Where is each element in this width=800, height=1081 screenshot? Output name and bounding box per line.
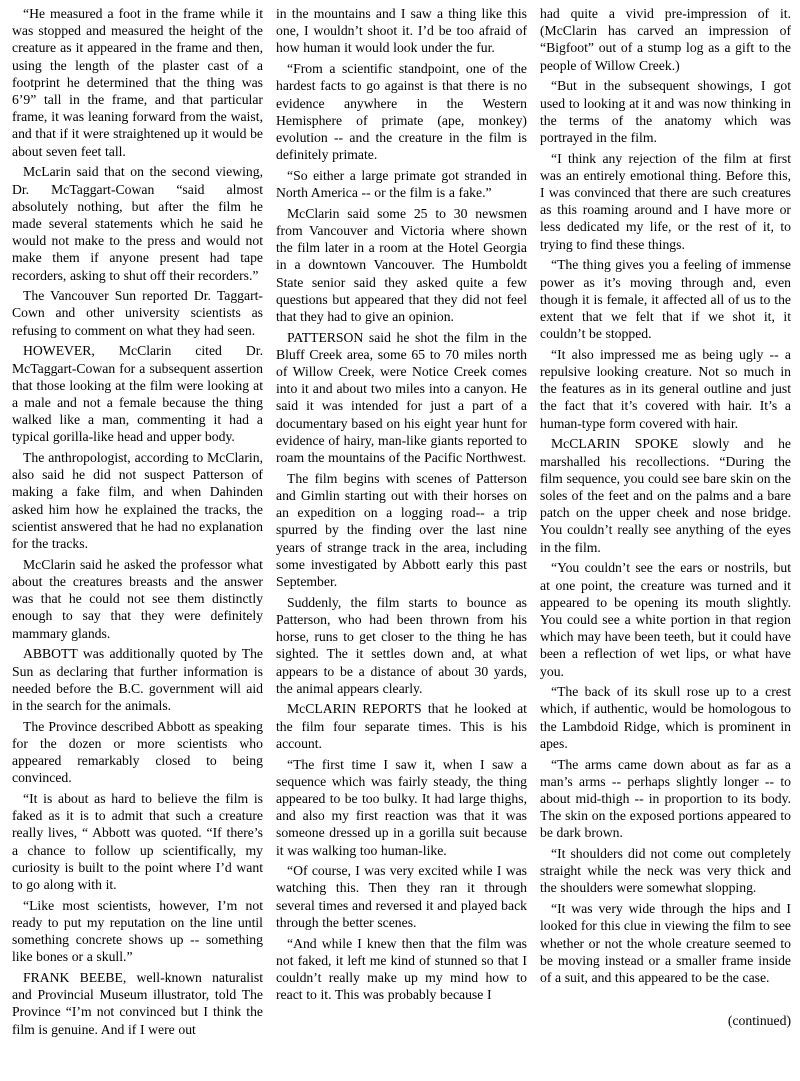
paragraph: ABBOTT was additionally quoted by The Sun as declaring that further information is needed before the B.C. government will aid in the search for the animals. xyxy=(12,646,263,713)
paragraph: “He measured a foot in the frame while it was stopped and measured the height of the creature as it appeared in the frame and then, using the length of the plaster cast of a footprint he determined that the thing was 6’9” tall in the frame, and that particular frame, it was leaning forward from the waist, and that if it were straightened up it would be about seven feet tall. xyxy=(12,6,263,159)
paragraph: “So either a large primate got stranded in North America -- or the film is a fake.” xyxy=(276,167,527,201)
paragraph: “I think any rejection of the film at first was an entirely emotional thing. Before this, I was convinced that there are such creatures as this roaming around and I have more or less dedicated my life, or the rest of it, to trying to find these things. xyxy=(540,150,791,252)
paragraph: “But in the subsequent showings, I got used to looking at it and was now thinking in the terms of the anatomy which was portrayed in the film. xyxy=(540,78,791,145)
paragraph: The anthropologist, according to McClarin, also said he did not suspect Patterson of making a fake film, and when Dahinden asked him how he explained the tracks, the scientist answered that he had no explanation for the tracks. xyxy=(12,450,263,552)
paragraph: “Like most scientists, however, I’m not ready to put my reputation on the line until something concrete shows up -- something like bones or a skull.” xyxy=(12,897,263,965)
paragraph: The Vancouver Sun reported Dr. Taggart-Cown and other university scientists as refusing to comment on what they had seen. xyxy=(12,288,263,338)
paragraph: McLarin said that on the second viewing, Dr. McTaggart-Cowan “said almost absolutely nothing, but after the film he made several statements which he said he would not make to the press and would not make them if anyone present had tape recorders, asking to shut off their recorders.” xyxy=(12,164,263,283)
paragraph: The film begins with scenes of Patterson and Gimlin starting out with their horses on an expedition on a logging road-- a trip spurred by the finding over the last nine years of strange track in the area, including some investigated by Abbott early this past September. xyxy=(276,470,527,589)
paragraph: “The thing gives you a feeling of immense power as it’s moving through and, even though it is female, it affected all of us to the extent that we felt that if we shot it, it couldn’t be stopped. xyxy=(540,257,791,342)
paragraph: “You couldn’t see the ears or nostrils, but at one point, the creature was turned and it appeared to be opening its mouth slightly. You could see a white portion in that region which may have been teeth, but it could have been a reflection of wet lips, or what have you. xyxy=(540,560,791,679)
paragraph-continuation: had quite a vivid pre-impression of it. (McClarin has carved an impression of “Bigfoot” out of a stump log as a gift to the people of Willow Creek.) xyxy=(540,6,791,73)
paragraph: “It is about as hard to believe the film is faked as it is to admit that such a creature really lives, “ Abbott was quoted. “If there’s a chance to follow up scientifically, my curiosity is built to the point where I’d want to go along with it. xyxy=(12,790,263,892)
paragraph: HOWEVER, McClarin cited Dr. McTaggart-Cowan for a subsequent assertion that those looking at the film were looking at a male and not a female because the thing walked like a man, commenting it had a typical gorilla-like head and upper body. xyxy=(12,343,263,445)
paragraph: McCLARIN SPOKE slowly and he marshalled his recollections. “During the film sequence, you could see bare skin on the soles of the feet and on the palms and a bare patch on the upper cheek and nose bridge. You couldn’t really see anything of the eyes in the film. xyxy=(540,436,791,555)
paragraph: “The back of its skull rose up to a crest which, if authentic, would be homologous to the Lambdoid Ridge, which is prominent in apes. xyxy=(540,684,791,751)
paragraph: PATTERSON said he shot the film in the Bluff Creek area, some 65 to 70 miles north of Willow Creek, were Notice Creek comes into it and about two miles into a canyon. He said it was intended for just a part of a documentary based on his eight year hunt for evidence of hairy, man-like giants reported to roam the mountains of the Pacific Northwest. xyxy=(276,329,527,466)
paragraph: McClarin said he asked the professor what about the creatures breasts and the answer was that he could not see them distinctly enough to say that they were definitely mammary glands. xyxy=(12,556,263,641)
paragraph: McCLARIN REPORTS that he looked at the film four separate times. This is his account. xyxy=(276,701,527,751)
paragraph: “From a scientific standpoint, one of the hardest facts to go against is that there is no evidence anywhere in the Western Hemisphere of primate (ape, monkey) evolution -- and the creature in the film is definitely primate. xyxy=(276,61,527,163)
article-column-2 xyxy=(276,5,527,1081)
paragraph: “The arms came down about as far as a man’s arms -- perhaps slightly longer -- to about mid-thigh -- in proportion to its body. The skin on the exposed portions appeared to be dark brown. xyxy=(540,756,791,841)
paragraph-continuation: in the mountains and I saw a thing like this one, I wouldn’t shoot it. I’d be too afraid of how human it would look under the fur. xyxy=(276,6,527,56)
paragraph: Suddenly, the film starts to bounce as Patterson, who had been thrown from his horse, runs to get closer to the thing he has sighted. The it settles down and, at what appears to be a distance of about 30 yards, the animal appears clearly. xyxy=(276,594,527,696)
paragraph: “It was very wide through the hips and I looked for this clue in viewing the film to see whether or not the whole creature seemed to be moving instead or a smaller frame inside of a suit, and this appeared to be the case. xyxy=(540,901,791,985)
paragraph: The Province described Abbott as speaking for the dozen or more scientists who appeared remarkably closed to being convinced. xyxy=(12,718,263,786)
paragraph: “It also impressed me as being ugly -- a repulsive looking creature. Not so much in the features as in its general outline and just the fact that it’s covered with hair. It’s a human-type form covered with hair. xyxy=(540,346,791,431)
paragraph: FRANK BEEBE, well-known naturalist and Provincial Museum illustrator, told The Province “I’m not convinced but I think the film is genuine. And if I were out xyxy=(12,969,263,1037)
continued-marker: (continued) xyxy=(727,1013,791,1029)
article-column-3 xyxy=(540,5,791,1081)
paragraph: McClarin said some 25 to 30 newsmen from Vancouver and Victoria where shown the film later in a room at the Hotel Georgia in a downtown Vancouver. The Humboldt State senior said they asked quite a few questions but appeared that they did not feel that they had to give an opinion. xyxy=(276,205,527,324)
paragraph: “The first time I saw it, when I saw a sequence which was fairly steady, the thing appeared to be too bulky. It had large thighs, and also my first reaction was that it was someone dressed up in a gorilla suit because it was walking too human-like. xyxy=(276,756,527,858)
paragraph: “It shoulders did not come out completely straight while the neck was very thick and the shoulders were somewhat slopping. xyxy=(540,846,791,896)
article-column-1 xyxy=(12,5,263,1081)
paragraph: “Of course, I was very excited while I was watching this. Then they ran it through several times and reversed it and played back through the better scenes. xyxy=(276,863,527,930)
paragraph: “And while I knew then that the film was not faked, it left me kind of stunned so that I couldn’t really make up my mind how to react to it. This was probably because I xyxy=(276,935,527,1003)
